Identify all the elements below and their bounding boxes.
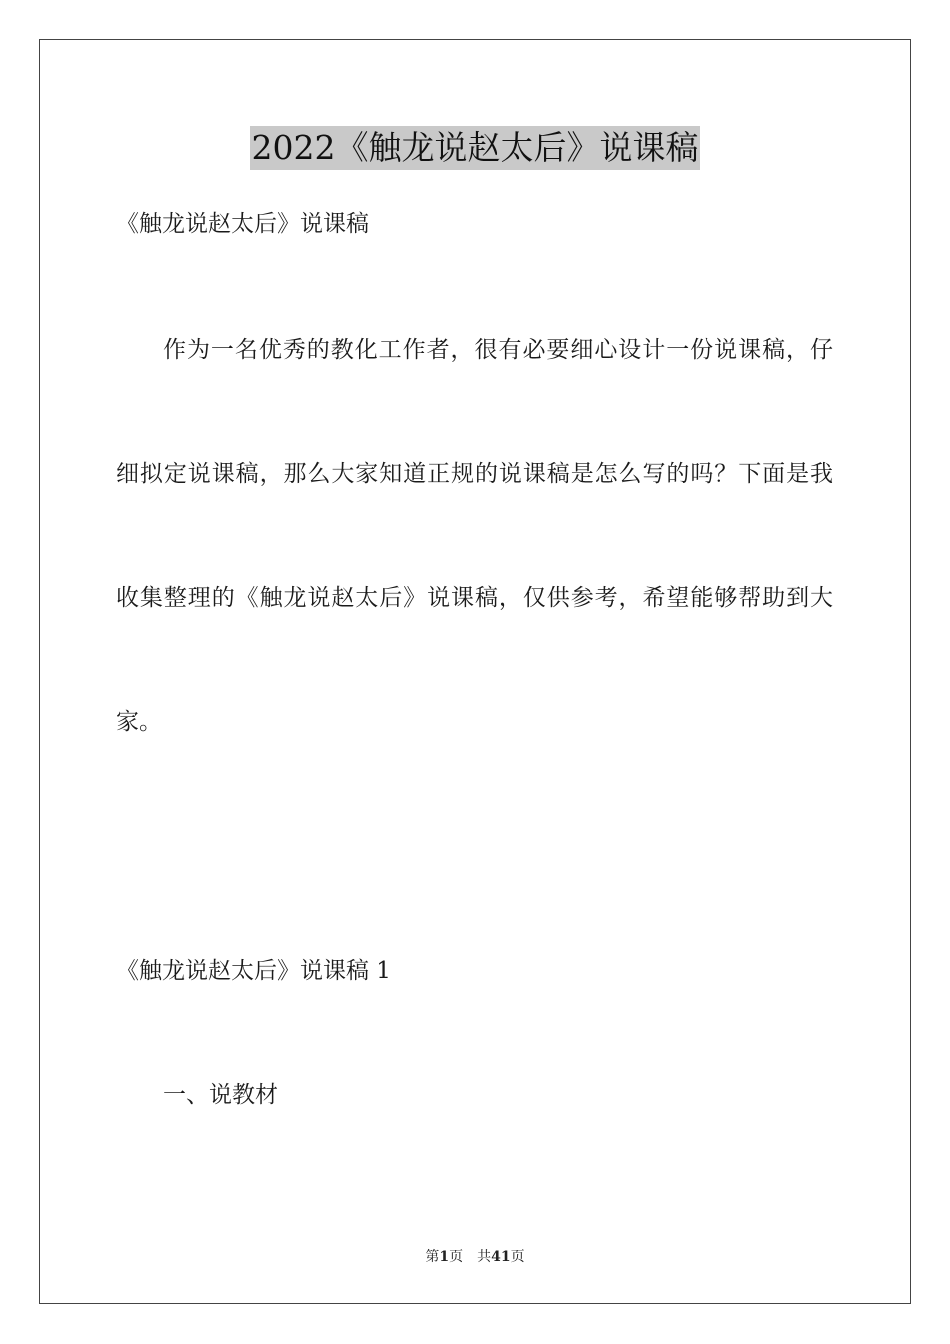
title-container — [0, 126, 950, 170]
intro-line-4: 家。 — [116, 709, 162, 735]
intro-line-2: 细拟定说课稿，那么大家知道正规的说课稿是怎么写的吗？下面是我 — [116, 461, 833, 487]
document-title: 2022《触龙说赵太后》说课稿 — [250, 126, 701, 170]
footer-page-number: 1 — [439, 1249, 450, 1265]
heading-teaching-material: 一、说教材 — [163, 1082, 278, 1108]
section-title: 《触龙说赵太后》说课稿 1 — [116, 958, 391, 984]
footer-page-prefix: 第 — [425, 1249, 440, 1265]
document-subtitle: 《触龙说赵太后》说课稿 — [116, 211, 369, 237]
intro-line-3: 收集整理的《触龙说赵太后》说课稿，仅供参考，希望能够帮助到大 — [116, 585, 833, 611]
footer-total-prefix: 共 — [477, 1249, 492, 1265]
page-footer — [0, 1247, 950, 1267]
intro-line-1: 作为一名优秀的教化工作者，很有必要细心设计一份说课稿，仔 — [163, 337, 833, 363]
footer-total-pages: 41 — [491, 1249, 511, 1265]
footer-total-suffix: 页 — [510, 1249, 525, 1265]
footer-page-suffix: 页 — [449, 1249, 464, 1265]
